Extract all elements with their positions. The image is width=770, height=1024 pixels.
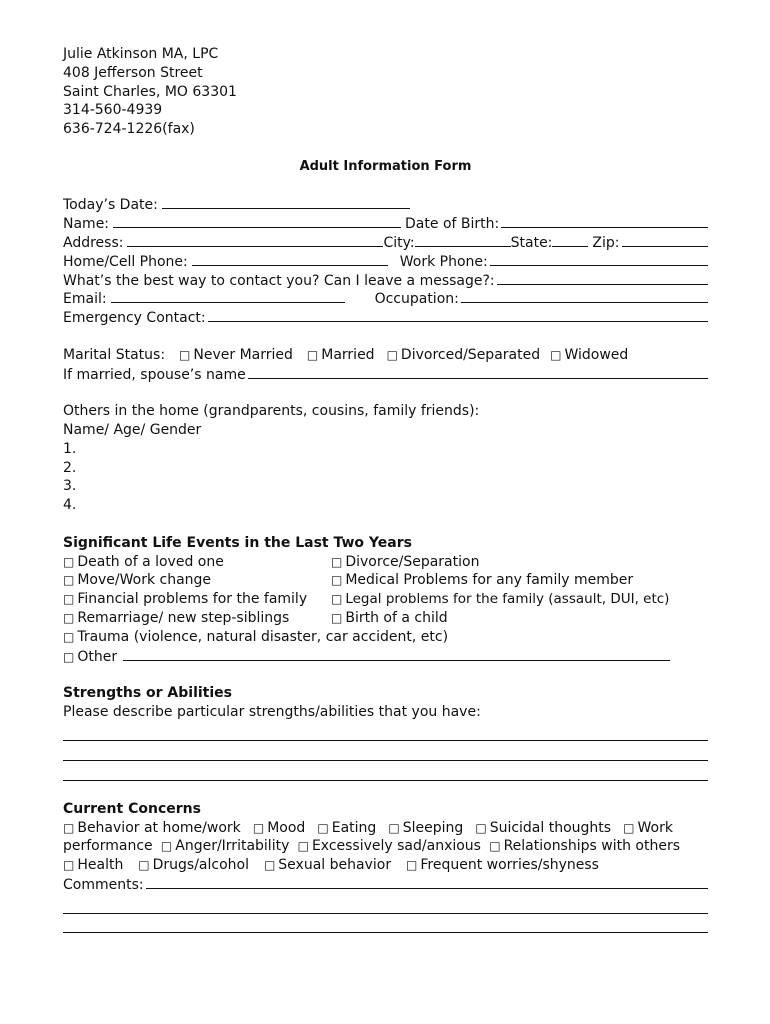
header-name: Julie Atkinson MA, LPC xyxy=(63,46,219,62)
email-label: Email: xyxy=(63,291,107,308)
life-events-row xyxy=(63,590,708,609)
checkbox-sad-anxious[interactable]: □ Excessively sad/anxious xyxy=(297,838,481,855)
emergency-label: Emergency Contact: xyxy=(63,310,206,327)
checkbox-death[interactable]: □ Death of a loved one xyxy=(63,553,224,570)
others-line-1[interactable]: 1. xyxy=(63,440,77,457)
state-label: State: xyxy=(510,234,553,251)
checkbox-move[interactable]: □ Move/Work change xyxy=(63,572,212,589)
checkbox-married[interactable]: □ Married xyxy=(306,346,375,363)
comments-row xyxy=(63,875,708,894)
checkbox-behavior[interactable]: □ Behavior at home/work xyxy=(63,819,241,836)
checkbox-sleeping[interactable]: □ Sleeping xyxy=(388,819,464,836)
concerns-row-1 xyxy=(63,819,673,838)
others-columns: Name/ Age/ Gender xyxy=(63,421,202,438)
others-line-3[interactable]: 3. xyxy=(63,478,77,495)
phone-row xyxy=(63,252,708,271)
spouse-label: If married, spouse’s name xyxy=(63,366,246,383)
others-line-2[interactable]: 2. xyxy=(63,459,77,476)
form-page xyxy=(63,45,708,933)
checkbox-trauma[interactable]: □ Trauma (violence, natural disaster, car accident, etc) xyxy=(63,628,449,645)
home-phone-label: Home/Cell Phone: xyxy=(63,253,188,270)
page-title: Adult Information Form xyxy=(299,158,472,174)
checkbox-eating[interactable]: □ Eating xyxy=(317,819,377,836)
name-field[interactable] xyxy=(113,214,401,228)
work-performance-label: performance xyxy=(63,838,153,855)
email-field[interactable] xyxy=(111,289,345,303)
checkbox-drugs[interactable]: □ Drugs/alcohol xyxy=(138,857,249,874)
city-field[interactable] xyxy=(415,233,511,247)
comments-label: Comments: xyxy=(63,877,144,894)
checkbox-remarriage[interactable]: □ Remarriage/ new step-siblings xyxy=(63,609,290,626)
address-label: Address: xyxy=(63,234,124,251)
header-street: 408 Jefferson Street xyxy=(63,64,203,81)
life-events-row xyxy=(63,571,708,590)
checkbox-legal[interactable]: □ Legal problems for the family (assault, DUI, etc) xyxy=(331,591,670,608)
address-row xyxy=(63,233,708,252)
emergency-row xyxy=(63,308,708,327)
contact-label: What’s the best way to contact you? Can I leave a message?: xyxy=(63,272,495,289)
checkbox-mood[interactable]: □ Mood xyxy=(252,819,306,836)
header-phone: 314-560-4939 xyxy=(63,102,163,119)
checkbox-work[interactable]: □ Work xyxy=(623,819,673,836)
life-events-row xyxy=(63,609,708,628)
todays-date-row xyxy=(63,195,708,214)
zip-field[interactable] xyxy=(622,233,709,247)
checkbox-other[interactable]: □ Other xyxy=(63,648,118,665)
todays-date-field[interactable] xyxy=(162,195,410,209)
strengths-line-3[interactable] xyxy=(63,761,708,781)
strengths-line-1[interactable] xyxy=(63,722,708,742)
others-line-4[interactable]: 4. xyxy=(63,497,77,514)
checkbox-relationships[interactable]: □ Relationships with others xyxy=(489,838,680,855)
marital-label: Marital Status: xyxy=(63,346,166,363)
checkbox-sexual[interactable]: □ Sexual behavior xyxy=(263,857,392,874)
checkbox-divorce[interactable]: □ Divorce/Separation xyxy=(331,553,480,570)
checkbox-never-married[interactable]: □ Never Married xyxy=(179,346,293,363)
home-phone-field[interactable] xyxy=(192,252,388,266)
concerns-row-3 xyxy=(63,856,599,875)
name-label: Name: xyxy=(63,216,110,233)
strengths-heading: Strengths or Abilities xyxy=(63,685,232,702)
dob-field[interactable] xyxy=(501,214,708,228)
comments-line-3[interactable] xyxy=(63,914,708,934)
occupation-field[interactable] xyxy=(461,289,708,303)
work-phone-field[interactable] xyxy=(490,252,708,266)
concerns-heading: Current Concerns xyxy=(63,800,201,817)
checkbox-widowed[interactable]: □ Widowed xyxy=(550,346,629,363)
emergency-field[interactable] xyxy=(208,308,708,322)
spouse-row xyxy=(63,365,708,384)
contact-row xyxy=(63,271,708,290)
checkbox-medical[interactable]: □ Medical Problems for any family member xyxy=(331,572,634,589)
todays-date-label: Today’s Date: xyxy=(63,197,158,214)
checkbox-financial[interactable]: □ Financial problems for the family xyxy=(63,591,308,608)
header-city: Saint Charles, MO 63301 xyxy=(63,83,237,100)
header-fax: 636-724-1226(fax) xyxy=(63,121,195,138)
others-heading: Others in the home (grandparents, cousins, family friends): xyxy=(63,403,480,420)
other-field[interactable] xyxy=(123,647,670,661)
occupation-label: Occupation: xyxy=(374,291,459,308)
checkbox-divorced[interactable]: □ Divorced/Separated xyxy=(386,346,541,363)
contact-field[interactable] xyxy=(497,271,708,285)
zip-label: Zip: xyxy=(592,234,620,251)
marital-row xyxy=(63,346,708,365)
city-label: City: xyxy=(383,234,415,251)
email-row xyxy=(63,289,708,308)
spouse-field[interactable] xyxy=(248,365,708,379)
name-row xyxy=(63,214,708,233)
work-phone-label: Work Phone: xyxy=(399,253,488,270)
checkbox-anger[interactable]: □ Anger/Irritability xyxy=(160,838,290,855)
checkbox-suicidal[interactable]: □ Suicidal thoughts xyxy=(475,819,612,836)
checkbox-worries[interactable]: □ Frequent worries/shyness xyxy=(406,857,599,874)
state-field[interactable] xyxy=(552,233,588,247)
strengths-prompt: Please describe particular strengths/abilities that you have: xyxy=(63,703,481,720)
other-row xyxy=(63,647,670,666)
life-events-row xyxy=(63,553,708,572)
comments-line-2[interactable] xyxy=(63,894,708,914)
comments-field[interactable] xyxy=(146,875,708,889)
address-field[interactable] xyxy=(127,233,383,247)
life-events-heading: Significant Life Events in the Last Two Years xyxy=(63,534,412,551)
dob-label: Date of Birth: xyxy=(405,216,500,233)
checkbox-health[interactable]: □ Health xyxy=(63,857,124,874)
checkbox-birth[interactable]: □ Birth of a child xyxy=(331,609,448,626)
strengths-line-2[interactable] xyxy=(63,741,708,761)
concerns-row-2 xyxy=(63,837,680,856)
